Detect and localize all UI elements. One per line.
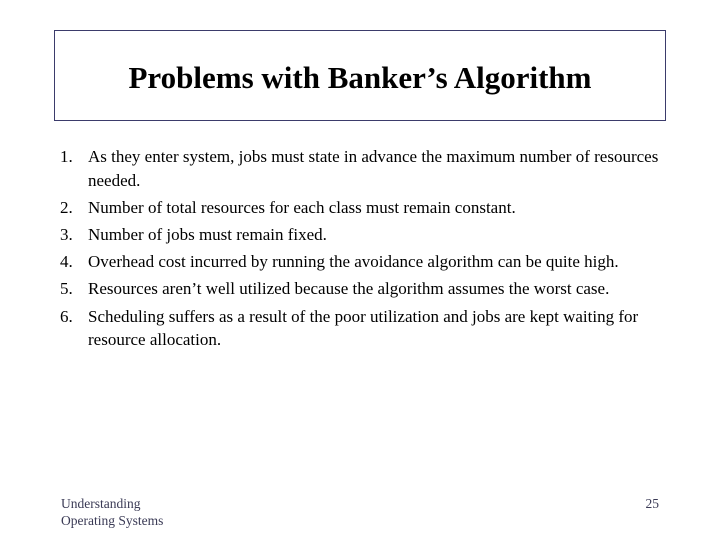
list-item-number: 4.: [60, 252, 73, 272]
list-item-text: Overhead cost incurred by running the avoidance algorithm can be quite high.: [88, 252, 619, 272]
list-item-number: 1.: [60, 147, 73, 166]
list-item-text: As they enter system, jobs must state in advance the maximum number of resources needed.: [88, 147, 659, 190]
list-item: [60, 250, 670, 274]
list-item-text: Number of jobs must remain fixed.: [88, 224, 327, 244]
list-item-number: 5.: [60, 279, 73, 299]
list-item: [60, 196, 670, 220]
list-item: [60, 277, 670, 301]
list-item-text: Number of total resources for each class must remain constant.: [88, 197, 516, 217]
footer-line-2: Operating Systems: [61, 513, 164, 528]
list-item-text: Resources aren’t well utilized because the algorithm assumes the worst case.: [88, 279, 610, 299]
list-item-number: 2.: [60, 197, 73, 217]
list-item-number: 3.: [60, 224, 73, 244]
list-item-text: Scheduling suffers as a result of the poor utilization and jobs are kept waiting for resource allocation.: [88, 306, 639, 350]
list-item: [60, 145, 670, 192]
problem-list: [60, 145, 670, 355]
footer-line-1: Understanding: [61, 496, 141, 511]
slide-title-box: [54, 30, 666, 121]
list-item: [60, 223, 670, 247]
page-number: 25: [645, 496, 659, 511]
list-item: [60, 305, 670, 352]
slide-title: Problems with Banker’s Algorithm: [128, 60, 592, 95]
list-item-number: 6.: [60, 306, 73, 326]
footer-course-title: [61, 495, 163, 529]
